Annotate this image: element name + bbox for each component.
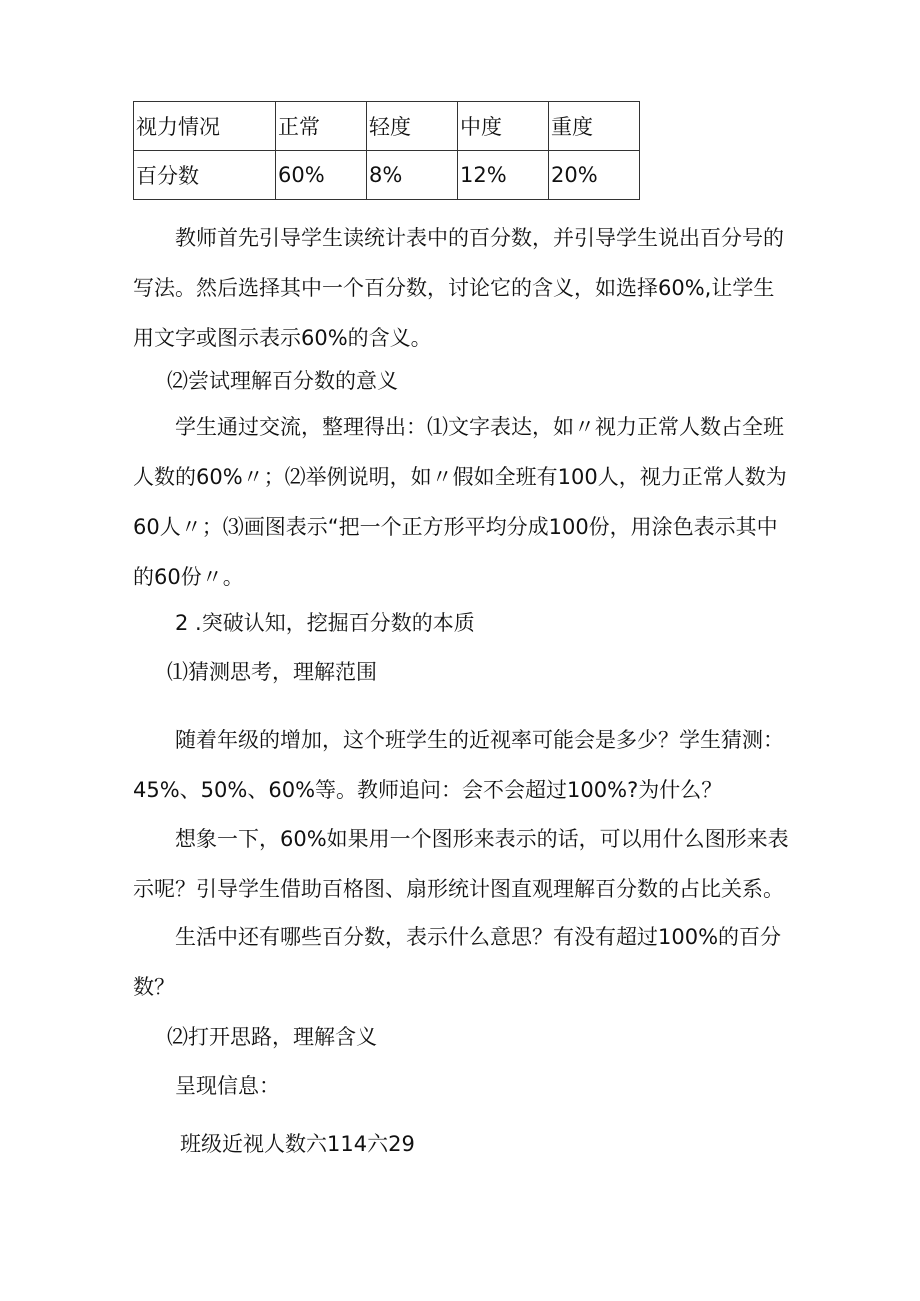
table-row xyxy=(134,102,640,151)
paragraph-teacher-guidance: 教师首先引导学生读统计表中的百分数，并引导学生说出百分号的写法。然后选择其中一个百分数，讨论它的含义，如选择60%,让学生用文字或图示表示60%的含义。 xyxy=(133,226,784,350)
table-row xyxy=(134,151,640,200)
table-cell: 20% xyxy=(549,151,640,200)
table-cell: 重度 xyxy=(549,102,640,151)
subheading-open-mind: ⑵打开思路，理解含义 xyxy=(167,1025,377,1049)
table-cell: 正常 xyxy=(276,102,367,151)
paragraph-student-summary: 学生通过交流，整理得出：⑴文字表达，如〃视力正常人数占全班人数的60%〃；⑵举例说明，如〃假如全班有100人，视力正常人数为60人〃；⑶画图表示“把一个正方形平均分成100份，用涂色表示其中的60份〃。 xyxy=(133,415,787,589)
table-cell: 60% xyxy=(276,151,367,200)
subheading-understand-meaning: ⑵尝试理解百分数的意义 xyxy=(167,369,398,393)
table-cell: 百分数 xyxy=(134,151,276,200)
paragraph-imagine-shape: 想象一下，60%如果用一个图形来表示的话，可以用什么图形来表示呢？引导学生借助百格图、扇形统计图直观理解百分数的占比关系。 xyxy=(133,827,789,901)
table-cell: 视力情况 xyxy=(134,102,276,151)
paragraph-myopia-guess: 随着年级的增加，这个班学生的近视率可能会是多少？学生猜测：45%、50%、60%等。教师追问：会不会超过100%?为什么？ xyxy=(133,728,784,802)
vision-stats-table xyxy=(133,101,640,200)
table-cell: 轻度 xyxy=(367,102,458,151)
table-cell: 8% xyxy=(367,151,458,200)
paragraph-life-percentages: 生活中还有哪些百分数，表示什么意思？有没有超过100%的百分数？ xyxy=(133,925,782,999)
table-cell: 中度 xyxy=(458,102,549,151)
paragraph-present-info: 呈现信息： xyxy=(175,1074,280,1098)
table-cell: 12% xyxy=(458,151,549,200)
paragraph-class-myopia-data: 班级近视人数六114六29 xyxy=(180,1132,415,1156)
section-heading-breakthrough: 2 .突破认知，挖掘百分数的本质 xyxy=(175,611,475,635)
subheading-guess-think: ⑴猜测思考，理解范围 xyxy=(167,660,377,684)
